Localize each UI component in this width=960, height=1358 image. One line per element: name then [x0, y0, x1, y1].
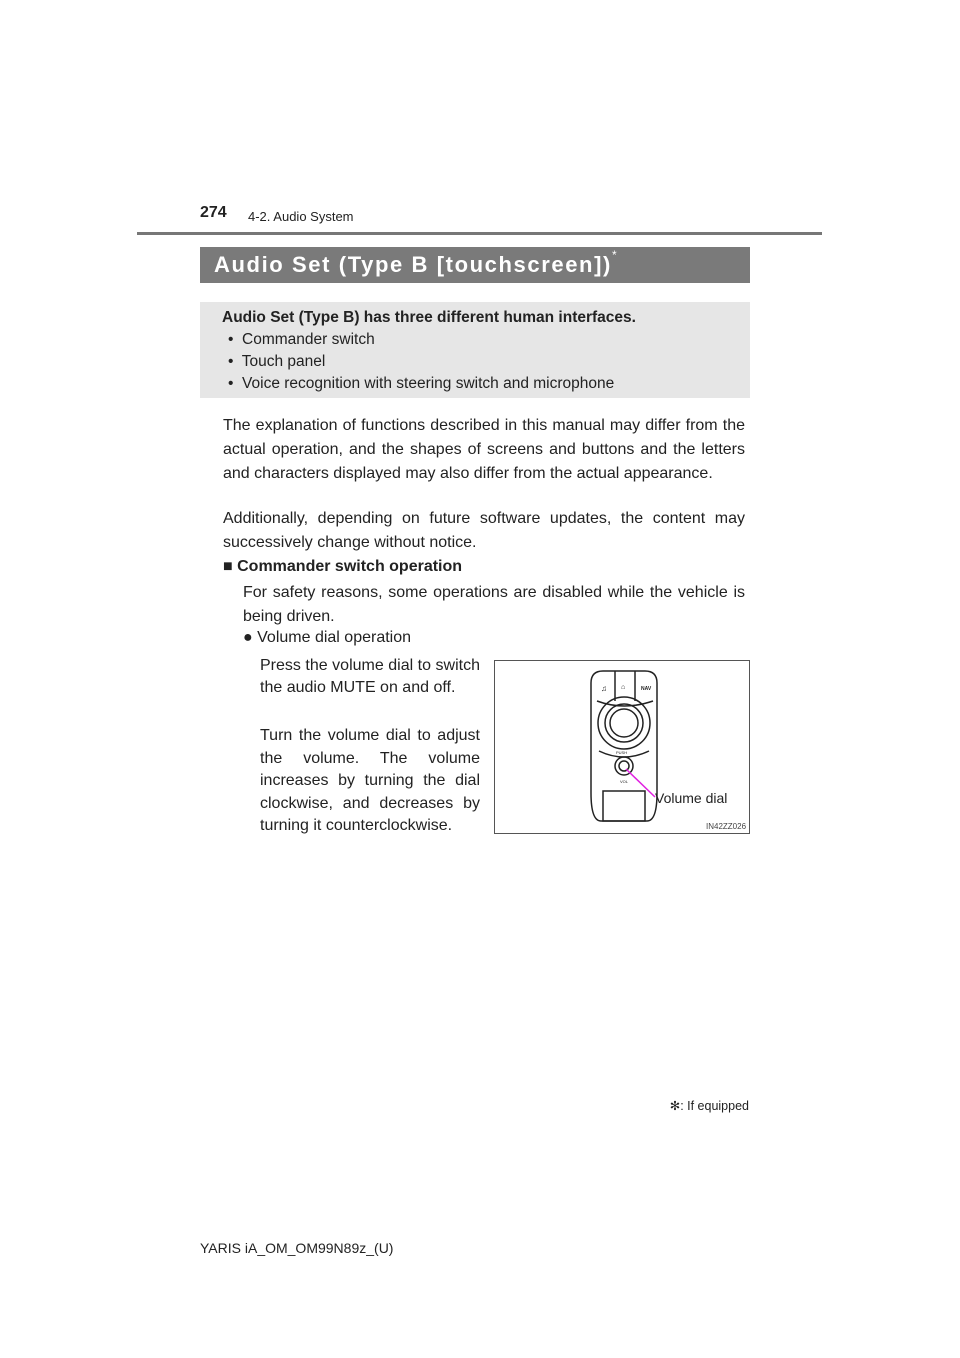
square-bullet-icon: ■ [223, 558, 233, 575]
figure-code: IN42ZZ026 [706, 822, 747, 831]
pointer-line [626, 769, 655, 797]
paragraph: Turn the volume dial to adjust the volume. The volume increases by turning the dial clockwise, and decreases by turning it counterclockwise. [260, 727, 480, 834]
paragraph: Additionally, depending on future software updates, the content may successively change without notice. [223, 510, 745, 551]
svg-text:♫: ♫ [601, 684, 607, 693]
list-item: • Voice recognition with steering switch and microphone [228, 375, 615, 392]
figure-label: Volume dial [655, 790, 728, 806]
footnote: ✻: If equipped [669, 1099, 749, 1113]
page-number: 274 [200, 204, 227, 221]
list-item: • Commander switch [228, 331, 375, 348]
list-item: • Touch panel [228, 353, 326, 370]
section-title: 4-2. Audio System [248, 209, 354, 224]
bullet-heading: ● Volume dial operation [243, 629, 412, 646]
subheading: ■ Commander switch operation [223, 558, 463, 575]
header-rule [137, 232, 822, 235]
commander-switch-illustration [495, 661, 749, 833]
if-equipped-mark: * [611, 248, 619, 262]
footer-doc-id: YARIS iA_OM_OM99N89z_(U) [200, 1240, 394, 1256]
asterisk-icon: ✻ [669, 1099, 681, 1113]
svg-text:VOL: VOL [620, 779, 629, 784]
svg-text:⌂: ⌂ [621, 684, 626, 691]
circle-bullet-icon: ● [243, 629, 253, 646]
title-text: Audio Set (Type B [touchscreen]) [214, 252, 612, 277]
paragraph: For safety reasons, some operations are disabled while the vehicle is being driven. [243, 584, 745, 625]
page-title [200, 247, 750, 283]
svg-text:NAV: NAV [641, 686, 652, 692]
paragraph: The explanation of functions described in this manual may differ from the actual operation, and the shapes of screens and buttons and the letters and characters displayed may also differ from the actual appearance. [223, 417, 745, 482]
intro-heading: Audio Set (Type B) has three different human interfaces. [222, 309, 636, 326]
svg-text:PUSH: PUSH [616, 750, 628, 755]
commander-switch-figure [494, 660, 750, 834]
paragraph: Press the volume dial to switch the audio MUTE on and off. [260, 657, 480, 696]
intro-box [200, 302, 750, 398]
